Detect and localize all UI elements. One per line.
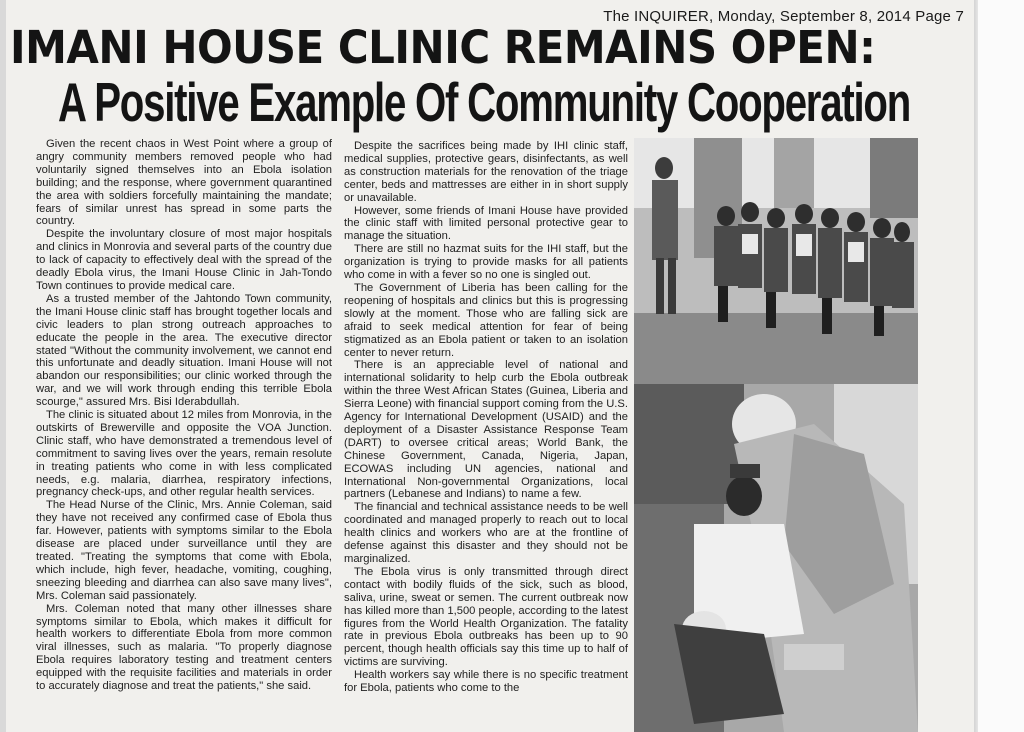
paragraph: There are still no hazmat suits for the IHI staff, but the organization is trying to provide masks for all patients who come in with a fever so no one is singled out.: [344, 243, 628, 282]
waiting-room-illustration: [634, 138, 918, 384]
patient-care-illustration: [634, 384, 918, 732]
paragraph: Mrs. Coleman noted that many other illnesses share symptoms similar to Ebola, which makes it difficult for health workers to differentiate Ebola from more common viral illnesses, such as malaria. "To properly diagnose Ebola requires laboratory testing and treatment centers equipped with the requisite facilities and materials in order to accurately diagnose and treat the patients," she said.: [36, 602, 332, 693]
paragraph: Given the recent chaos in West Point where a group of angry community members removed people who had voluntarily signed themselves into an Ebola isolation building; and the response, where government quarantined the area with soldiers forcefully maintaining the mandate; fears of similar unrest has spread in some parts the country.: [36, 138, 332, 228]
paragraph: The Ebola virus is only transmitted through direct contact with bodily fluids of the sick, such as blood, saliva, urine, sweat or semen. The current outbreak now has killed more than 1,500 people, according to the latest figures from the World Health Organization. The fatality rate in previous Ebola outbreaks has been up to 90 percent, though health officials say this time up to half of victims are surviving.: [344, 565, 628, 669]
patient-care-photo: [634, 384, 918, 732]
article-column-1: [36, 138, 332, 693]
paragraph: The clinic is situated about 12 miles from Monrovia, in the outskirts of Brewerville and opposite the VOA Junction. Clinic staff, who have demonstrated a tremendous level of commitment to saving lives over the years, remain resolute in treating patients who come in with less complicated needs, e.g. malaria, diarrhea, respiratory infections, pregnancy check-ups, and other regular health services.: [36, 409, 332, 499]
waiting-room-photo: [634, 138, 918, 384]
paragraph: The Head Nurse of the Clinic, Mrs. Annie Coleman, said they have not received any confirmed case of Ebola thus far. However, patients with symptoms similar to the Ebola disease are placed under surveillance until they are treated. "Treating the symptoms that come with Ebola, which include, high fever, headache, vomiting, coughing, sneezing bleeding and diarrhea can also save many lives", Mrs. Coleman said passionately.: [36, 499, 332, 602]
paragraph: The financial and technical assistance needs to be well coordinated and managed properly to reach out to local health clinics and workers who are at the frontline of defense against this disaster and they should not be marginalized.: [344, 501, 628, 565]
paragraph: Despite the sacrifices being made by IHI clinic staff, medical supplies, protective gears, disinfectants, as well as construction materials for the renovation of the triage center, beds and mattresses are either in in short supply or unavailable.: [344, 140, 628, 204]
paragraph: As a trusted member of the Jahtondo Town community, the Imani House clinic staff has brought together locals and civic leaders to plan strong outreach approaches to educate the people in the area. The executive director stated "Without the community involvement, we cannot end this unfortunate and deadly situation. Imani House will not abandon our responsibilities; our clinic worked through the war, and we will work through ending this terrible Ebola scourge," assured Mrs. Bisi Iderabdullah.: [36, 292, 332, 409]
dateline: The INQUIRER, Monday, September 8, 2014 Page 7: [603, 8, 964, 25]
newspaper-page: [6, 0, 978, 732]
paragraph: Health workers say while there is no specific treatment for Ebola, patients who come to the: [344, 669, 628, 695]
paragraph: Despite the involuntary closure of most major hospitals and clinics in Monrovia and several parts of the country due to lack of capacity to effectively deal with the spread of the deadly Ebola virus, the Imani House Clinic in Jah-Tondo Town continues to provide medical care.: [36, 228, 332, 292]
headline-sub: A Positive Example Of Community Cooperation: [58, 72, 911, 134]
article-column-2: [344, 140, 628, 695]
scan-margin: [978, 0, 1024, 732]
paragraph: There is an appreciable level of national and international solidarity to help curb the Ebola outbreak within the three West African States (Guinea, Liberia and Sierra Leone) with financial support coming from the U.S. Agency for International Development (USAID) and the deployment of a Disaster Assistance Response Team (DART) to oversee critical areas; World Bank, the Chinese Government, Canada, Nigeria, Japan, ECOWAS including UN agencies, national and International Non-governmental Organizations, local partners (Lebanese and Indians) to name a few.: [344, 359, 628, 501]
paragraph: However, some friends of Imani House have provided the clinic staff with limited personal protective gear to manage the situation.: [344, 204, 628, 243]
headline-main: IMANI HOUSE CLINIC REMAINS OPEN:: [10, 20, 876, 74]
paragraph: The Government of Liberia has been calling for the reopening of hospitals and clinics but this is progressing slowly at the moment. Those who are falling sick are afraid to seek medical attention for fear of being stigmatized as an Ebola patient or taken to an isolation center to never return.: [344, 281, 628, 359]
